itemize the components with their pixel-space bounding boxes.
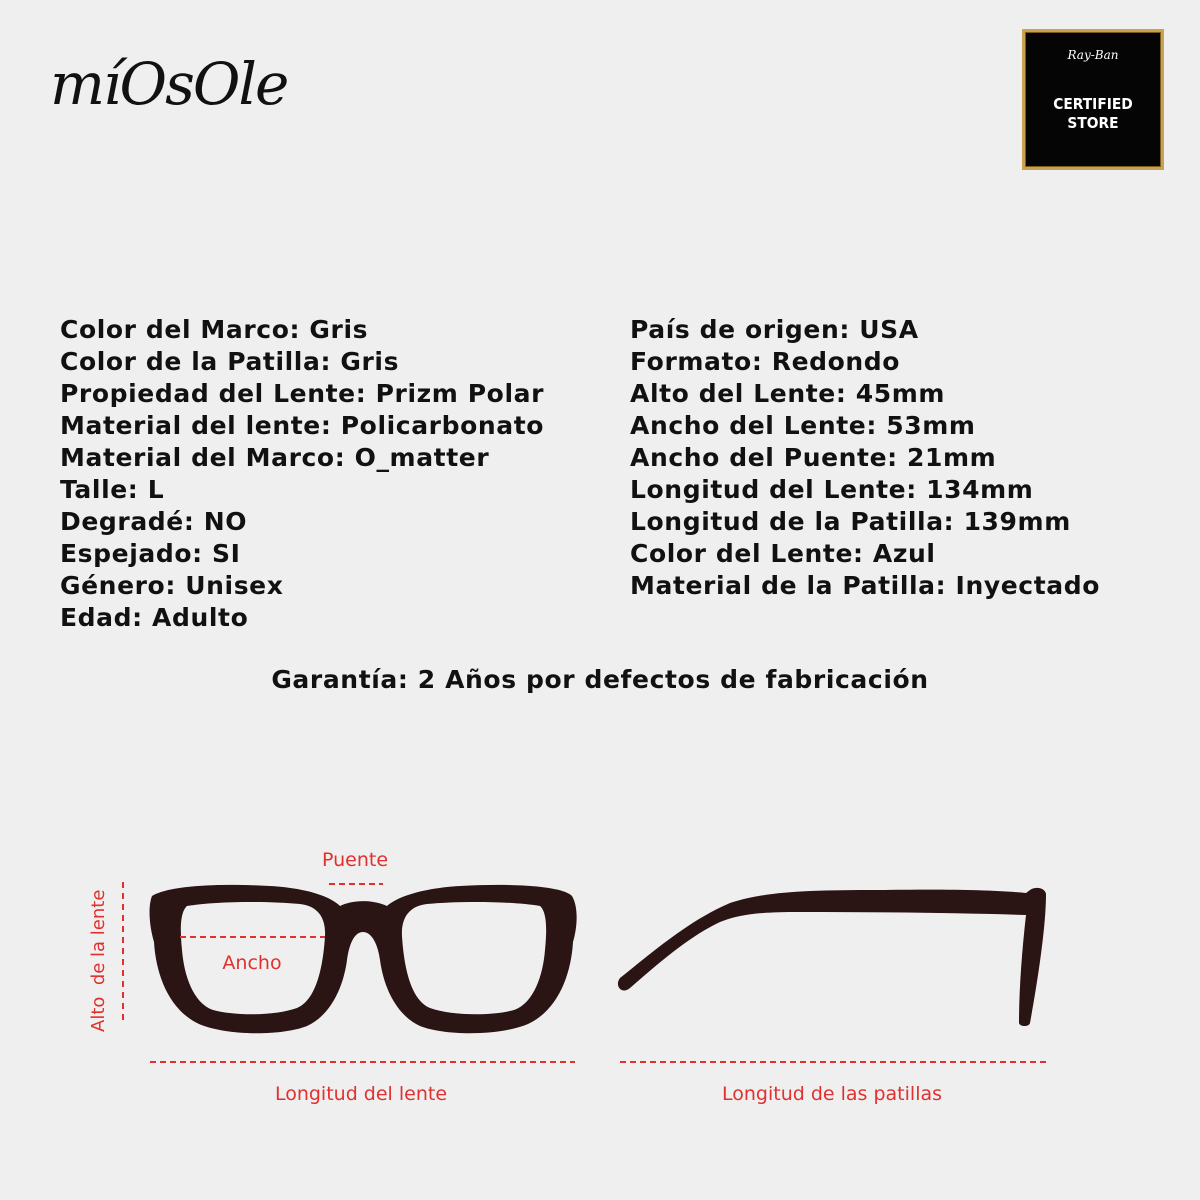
warranty-text: Garantía: 2 Años por defectos de fabricación — [271, 665, 929, 694]
rayban-script-logo: Ray-Ban — [1067, 48, 1119, 62]
spec-lens-height: Alto del Lente: 45mm — [630, 379, 946, 408]
spec-lens-color: Color del Lente: Azul — [630, 539, 936, 568]
specs-right-column — [630, 314, 1100, 602]
spec-country: País de origen: USA — [630, 315, 919, 344]
spec-lens-material: Material del lente: Policarbonato — [60, 411, 545, 440]
lens-height-label: Alto de la lente — [88, 889, 109, 1032]
logo-text: míOsOle — [50, 50, 288, 118]
frame-length-label: Longitud del lente — [274, 1083, 448, 1105]
lens-width-label: Ancho — [222, 952, 282, 974]
spec-age: Edad: Adulto — [60, 603, 249, 632]
spec-temple-length: Longitud de la Patilla: 139mm — [630, 507, 1071, 536]
spec-bridge-width: Ancho del Puente: 21mm — [630, 443, 997, 472]
certified-store-badge — [1022, 29, 1164, 170]
spec-gender: Género: Unisex — [60, 571, 284, 600]
spec-size: Talle: L — [60, 475, 165, 504]
front-frame-icon — [150, 885, 577, 1033]
miosole-logo — [48, 38, 298, 118]
side-temple-icon — [618, 888, 1046, 1026]
bridge-label: Puente — [321, 849, 389, 871]
spec-frame-color: Color del Marco: Gris — [60, 315, 369, 344]
spec-temple-color: Color de la Patilla: Gris — [60, 347, 400, 376]
spec-frame-material: Material del Marco: O_matter — [60, 443, 490, 472]
badge-line-certified: CERTIFIED — [1053, 95, 1133, 113]
specs-left-column — [60, 314, 544, 634]
glasses-measurement-diagram — [0, 830, 1200, 1130]
spec-temple-material: Material de la Patilla: Inyectado — [630, 571, 1101, 600]
spec-lens-width: Ancho del Lente: 53mm — [630, 411, 976, 440]
spec-gradient: Degradé: NO — [60, 507, 248, 536]
badge-line-store: STORE — [1067, 114, 1119, 132]
spec-lens-length: Longitud del Lente: 134mm — [630, 475, 1034, 504]
spec-mirrored: Espejado: SI — [60, 539, 241, 568]
temple-length-label: Longitud de las patillas — [721, 1083, 943, 1105]
spec-format: Formato: Redondo — [630, 347, 901, 376]
spec-lens-property: Propiedad del Lente: Prizm Polar — [60, 379, 545, 408]
